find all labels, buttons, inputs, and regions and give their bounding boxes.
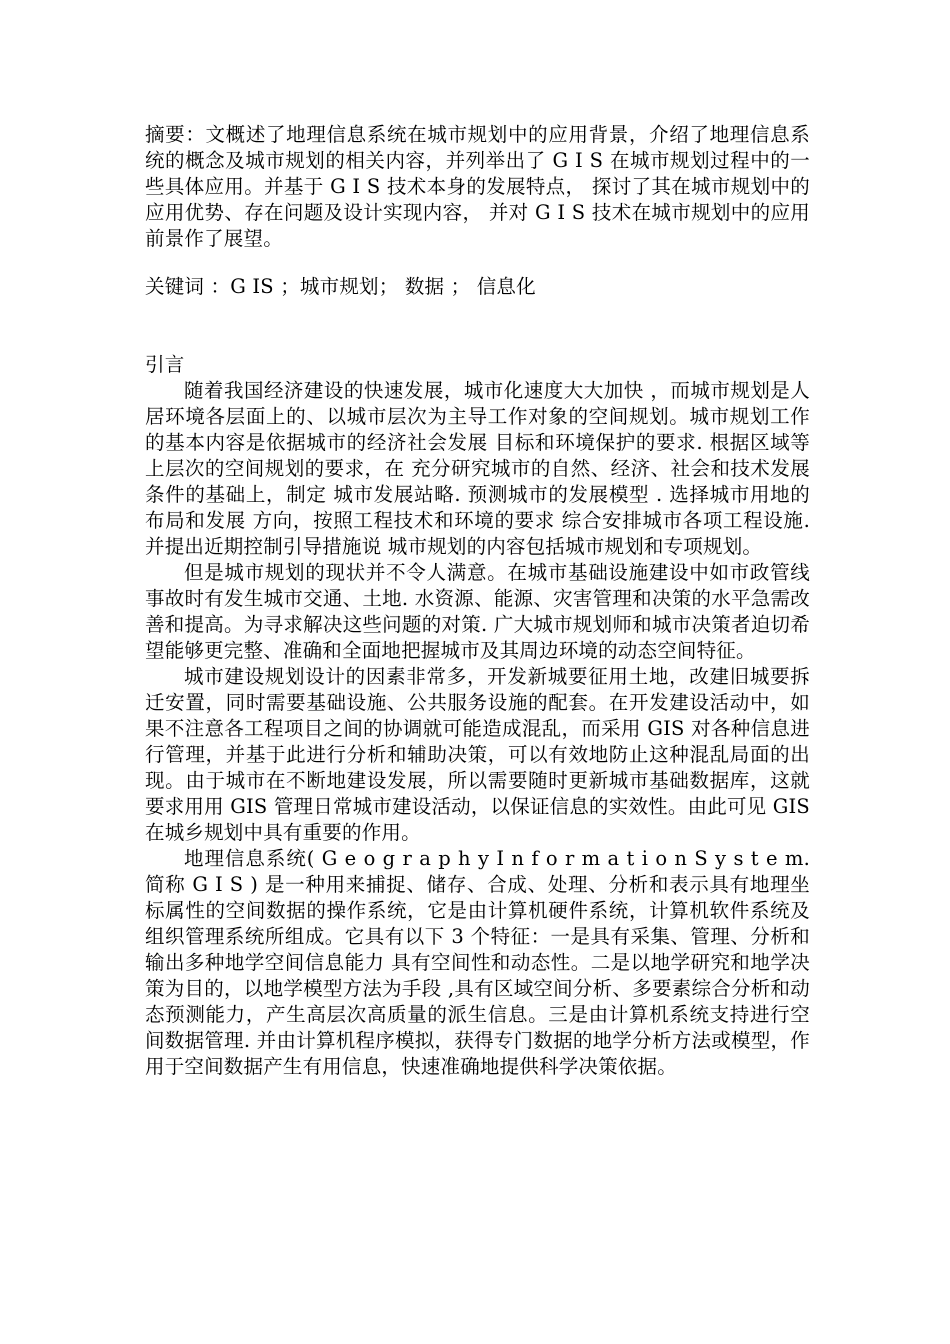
abstract-paragraph: 摘要：文概述了地理信息系统在城市规划中的应用背景，介绍了地理信息系统的概念及城市规划的相关内容，并列举出了 G I S 在城市规划过程中的一些具体应用。并基于 G I S 技术本身的发展特点， 探讨了其在城市规划中的应用优势、存在问题及设计实现内容， 并对 G I S 技术在城市规划中的应用前景作了展望。	[145, 123, 810, 250]
body-paragraph: 但是城市规划的现状并不令人满意。在城市基础设施建设中如市政管线事故时有发生城市交通、土地. 水资源、能源、灾害管理和决策的水平急需改善和提高。为寻求解决这些问题的对策. 广大城市规划师和城市决策者迫切希望能够更完整、准确和全面地把握城市及其周边环境的动态空间特征。	[145, 561, 810, 662]
document-page	[145, 122, 810, 1080]
body-paragraph: 地理信息系统( G e o g r a p h y I n f o r m a t i o n S y s t e m. 简称 G I S ) 是一种用来捕捉、储存、合成、处理、分析和表示具有地理坐标属性的空间数据的操作系统，它是由计算机硬件系统，计算机软件系统及组织管理系统所组成。它具有以下 3 个特征：一是具有采集、管理、分析和输出多种地学空间信息能力 具有空间性和动态性。二是以地学研究和地学决策为目的，以地学模型方法为手段 ,具有区域空间分析、多要素综合分析和动态预测能力，产生高层次高质量的派生信息。三是由计算机系统支持进行空间数据管理. 并由计算机程序模拟，获得专门数据的地学分析方法或模型，作用于空间数据产生有用信息，快速准确地提供科学决策依据。	[145, 847, 810, 1078]
intro-heading: 引言	[145, 353, 185, 376]
body-paragraph: 城市建设规划设计的因素非常多，开发新城要征用土地，改建旧城要拆迁安置，同时需要基础设施、公共服务设施的配套。在开发建设活动中，如果不注意各工程项目之间的协调就可能造成混乱，而采用 GIS 对各种信息进行管理，并基于此进行分析和辅助决策，可以有效地防止这种混乱局面的出现。由于城市在不断地建设发展，所以需要随时更新城市基础数据库，这就要求用用 GIS 管理日常城市建设活动，以保证信息的实效性。由此可见 GIS 在城乡规划中具有重要的作用。	[145, 665, 810, 844]
body-paragraph: 随着我国经济建设的快速发展，城市化速度大大加快 ，而城市规划是人居环境各层面上的、以城市层次为主导工作对象的空间规划。城市规划工作的基本内容是依据城市的经济社会发展 目标和环境保护的要求. 根据区域等上层次的空间规划的要求，在 充分研究城市的自然、经济、社会和技术发展条件的基础上，制定 城市发展站略. 预测城市的发展模型 . 选择城市用地的布局和发展 方向，按照工程技术和环境的要求 综合安排城市各项工程设施. 并提出近期控制引导措施说 城市规划的内容包括城市规划和专项规划。	[145, 379, 810, 558]
keywords-line: 关键词 ：G IS ；城市规划； 数据 ； 信息化	[145, 275, 536, 298]
